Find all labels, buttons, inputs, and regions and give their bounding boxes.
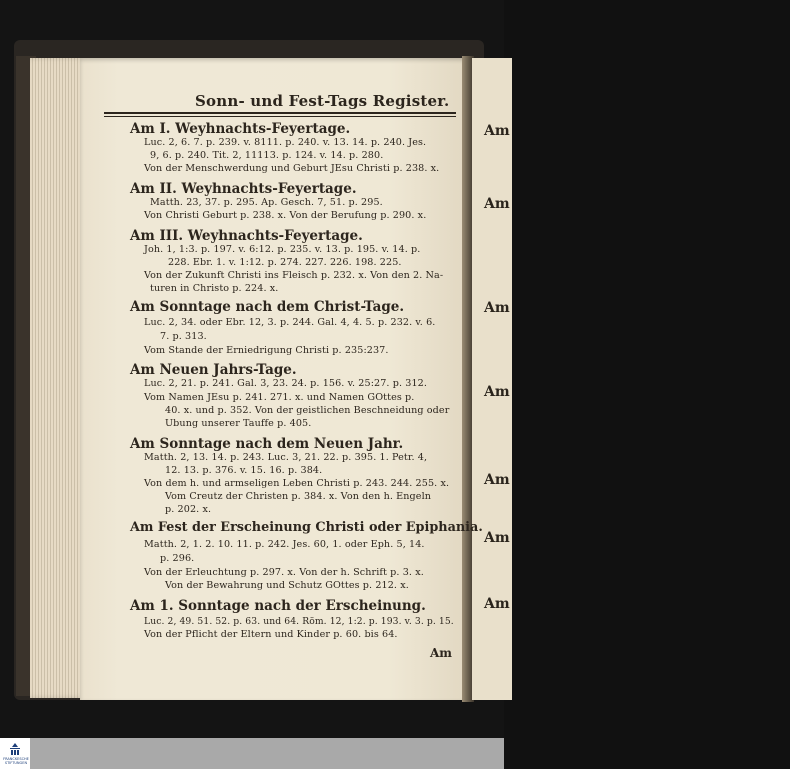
entry-line: Joh. 1, 1:3. p. 197. v. 6:12. p. 235. v. 13. p. 195. v. 14. p. xyxy=(144,244,421,255)
entry-line: Vom Namen JEsu p. 241. 271. x. und Namen GOttes p. xyxy=(144,392,415,403)
entry-line: Von der Erleuchtung p. 297. x. Von der h. Schrift p. 3. x. xyxy=(144,567,424,578)
page-header: Sonn- und Fest-Tags Register. xyxy=(195,92,450,110)
next-page-text: Am xyxy=(484,596,510,612)
francke-logo-icon xyxy=(6,742,24,756)
entry-line: Luc. 2, 21. p. 241. Gal. 3, 23. 24. p. 156. v. 25:27. p. 312. xyxy=(144,378,428,389)
entry-line: Luc. 2, 49. 51. 52. p. 63. und 64. Röm. 12, 1:2. p. 193. v. 3. p. 15. xyxy=(144,616,454,627)
entry-line: Von der Menschwerdung und Geburt JEsu Christi p. 238. x. xyxy=(144,163,440,174)
logo-caption: FRANCKESCHE STIFTUNGEN xyxy=(3,757,29,765)
entry-line: p. 202. x. xyxy=(165,504,212,515)
entry-line: p. 296. xyxy=(160,553,195,564)
entry-line: Vom Creutz der Christen p. 384. x. Von den h. Engeln xyxy=(165,491,432,502)
entry-heading: Am Sonntage nach dem Neuen Jahr. xyxy=(130,436,404,452)
next-page-text: Am xyxy=(484,300,510,316)
entry-heading: Am 1. Sonntage nach der Erscheinung. xyxy=(130,598,426,614)
entry-heading: Am II. Weyhnachts-Feyertage. xyxy=(130,181,357,197)
entry-line: Von der Zukunft Christi ins Fleisch p. 232. x. Von den 2. Na- xyxy=(144,270,444,281)
entry-heading: Am Sonntage nach dem Christ-Tage. xyxy=(130,299,405,315)
entry-line: Matth. 2, 13. 14. p. 243. Luc. 3, 21. 22. p. 395. 1. Petr. 4, xyxy=(144,452,428,463)
entry-line: Matth. 2, 1. 2. 10. 11. p. 242. Jes. 60, 1. oder Eph. 5, 14. xyxy=(144,539,425,550)
entry-line: Von Christi Geburt p. 238. x. Von der Berufung p. 290. x. xyxy=(144,210,427,221)
entry-line: Ubung unserer Tauffe p. 405. xyxy=(165,418,312,429)
next-page-text: Am xyxy=(484,196,510,212)
entry-heading: Am III. Weyhnachts-Feyertage. xyxy=(130,228,363,244)
entry-heading: Am Neuen Jahrs-Tage. xyxy=(130,362,297,378)
entry-line: turen in Christo p. 224. x. xyxy=(150,283,279,294)
entry-line: 40. x. und p. 352. Von der geistlichen Beschneidung oder xyxy=(165,405,450,416)
entry-line: Luc. 2, 34. oder Ebr. 12, 3. p. 244. Gal. 4, 4. 5. p. 232. v. 6. xyxy=(144,317,436,328)
catchword: Am xyxy=(430,646,453,660)
footer-bar xyxy=(30,738,504,769)
entry-heading: Am Fest der Erscheinung Christi oder Epiphania. xyxy=(130,520,483,535)
next-page-text: Am xyxy=(484,123,510,139)
header-rule-thin xyxy=(104,116,456,117)
entry-line: Von der Pflicht der Eltern und Kinder p. 60. bis 64. xyxy=(144,629,398,640)
entry-line: 7. p. 313. xyxy=(160,331,207,342)
header-rule xyxy=(104,112,456,114)
entry-line: Von der Bewahrung und Schutz GOttes p. 212. x. xyxy=(165,580,409,591)
next-page-text: Am xyxy=(484,530,510,546)
next-page-text: Am xyxy=(484,384,510,400)
entry-line: 9, 6. p. 240. Tit. 2, 11113. p. 124. v. 14. p. 280. xyxy=(150,150,384,161)
next-page-text: Am xyxy=(484,472,510,488)
entry-line: 12. 13. p. 376. v. 15. 16. p. 384. xyxy=(165,465,323,476)
entry-line: Von dem h. und armseligen Leben Christi p. 243. 244. 255. x. xyxy=(144,478,450,489)
entry-line: Matth. 23, 37. p. 295. Ap. Gesch. 7, 51. p. 295. xyxy=(150,197,383,208)
entry-heading: Am I. Weyhnachts-Feyertage. xyxy=(130,121,351,137)
entry-line: 228. Ebr. 1. v. 1:12. p. 274. 227. 226. 198. 225. xyxy=(168,257,402,268)
entry-line: Luc. 2, 6. 7. p. 239. v. 8111. p. 240. v. 13. 14. p. 240. Jes. xyxy=(144,137,427,148)
entry-line: Vom Stande der Erniedrigung Christi p. 235:237. xyxy=(144,345,389,356)
